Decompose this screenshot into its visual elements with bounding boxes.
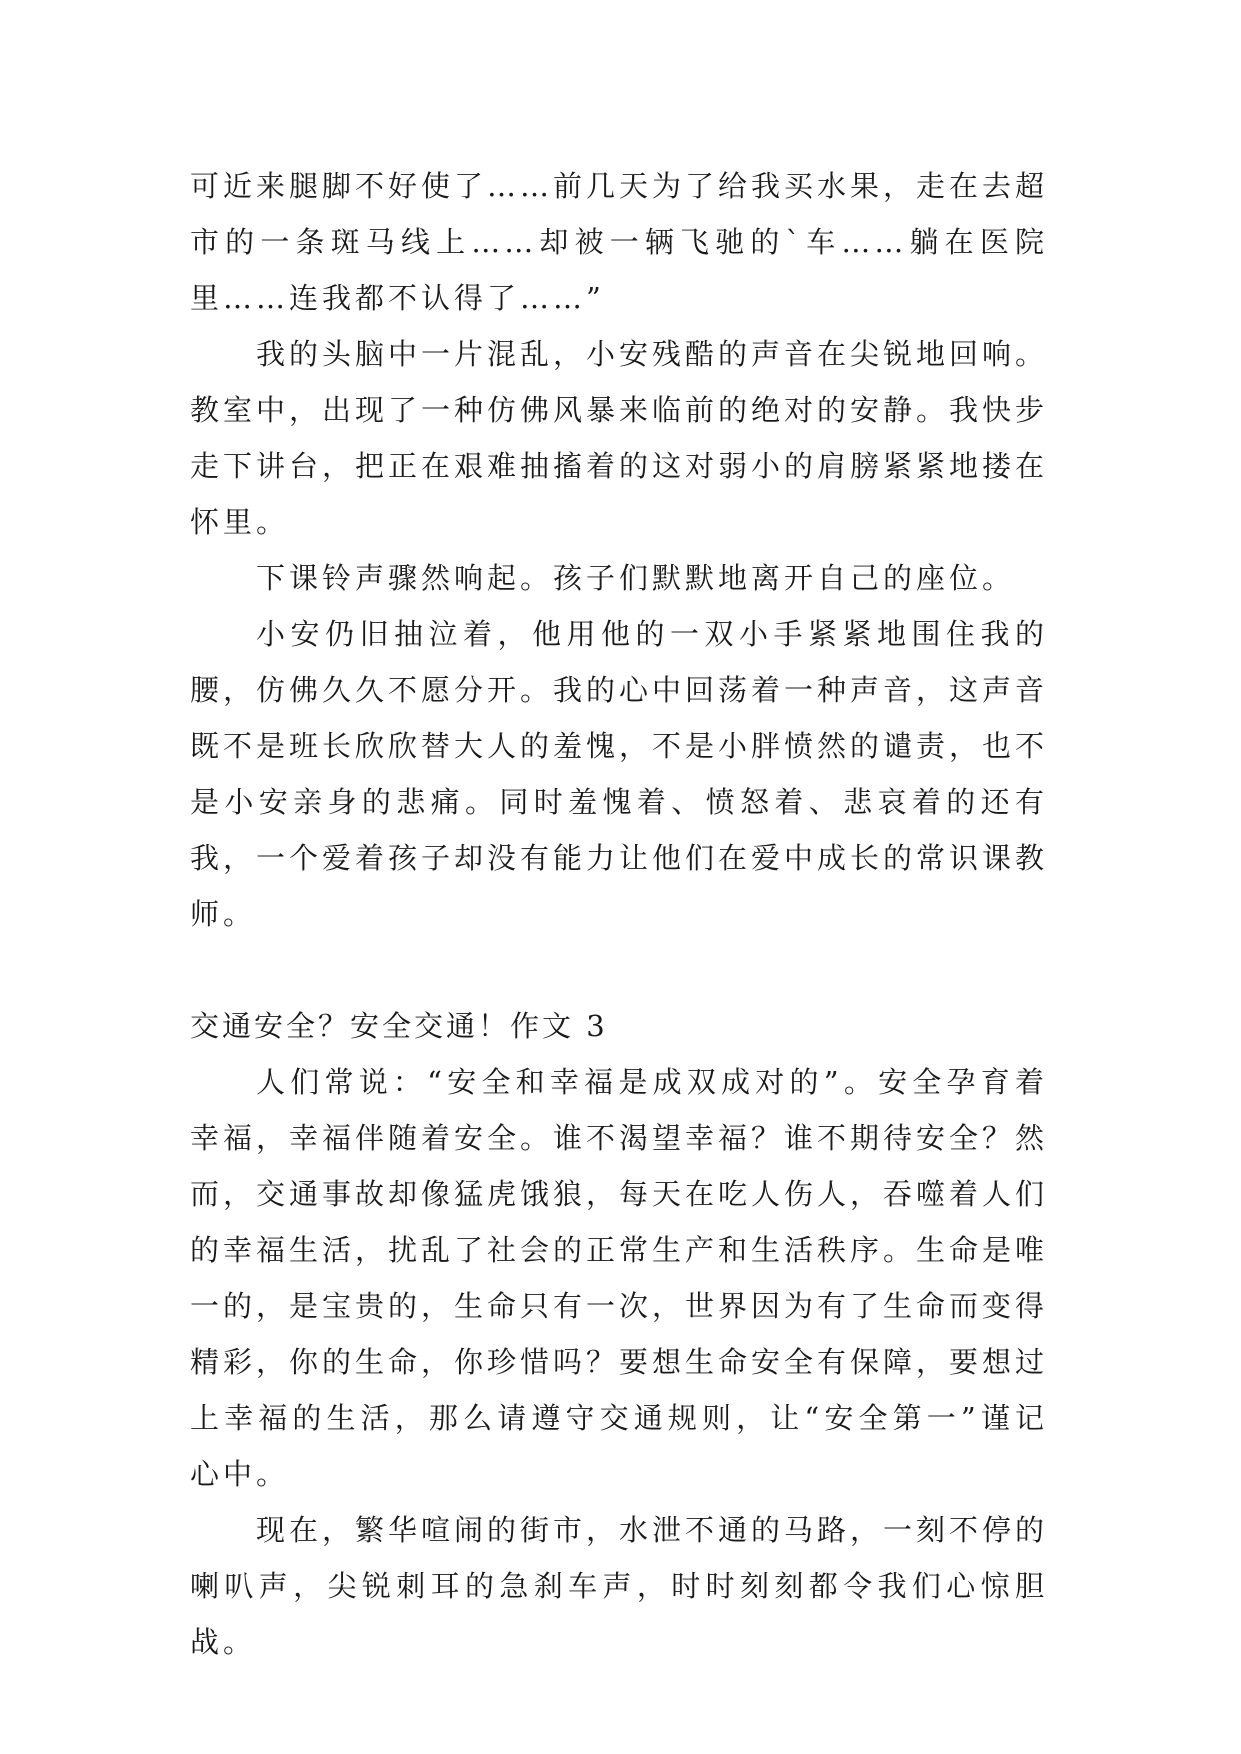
paragraph: 人们常说：“安全和幸福是成双成对的”。安全孕育着幸福，幸福伴随着安全。谁不渴望幸福？谁不期待安全？然而，交通事故却像猛虎饿狼，每天在吃人伤人，吞噬着人们的幸福生活，扰乱了社会的正常生产和生活秩序。生命是唯一的，是宝贵的，生命只有一次，世界因为有了生命而变得精彩，你的生命，你珍惜吗？要想生命安全有保障，要想过上幸福的生活，那么请遵守交通规则，让“安全第一”谨记心中。 — [190, 1065, 1049, 1491]
paragraph: 现在，繁华喧闹的街市，水泄不通的马路，一刻不停的喇叭声，尖锐刺耳的急刹车声，时时刻刻都令我们心惊胆战。 — [190, 1513, 1049, 1659]
paragraph: 我的头脑中一片混乱，小安残酷的声音在尖锐地回响。教室中，出现了一种仿佛风暴来临前的绝对的安静。我快步走下讲台，把正在艰难抽搐着的这对弱小的肩膀紧紧地搂在怀里。 — [190, 337, 1049, 539]
document-body — [190, 158, 1048, 1670]
section-title: 交通安全？安全交通！作文 3 — [190, 1009, 608, 1043]
paragraph: 小安仍旧抽泣着，他用他的一双小手紧紧地围住我的腰，仿佛久久不愿分开。我的心中回荡着一种声音，这声音既不是班长欣欣替大人的羞愧，不是小胖愤然的谴责，也不是小安亲身的悲痛。同时羞愧着、愤怒着、悲哀着的还有我，一个爱着孩子却没有能力让他们在爱中成长的常识课教师。 — [190, 617, 1049, 931]
paragraph-continued: 可近来腿脚不好使了……前几天为了给我买水果，走在去超市的一条斑马线上……却被一辆飞驰的`车……躺在医院里……连我都不认得了……” — [190, 169, 1049, 315]
paragraph: 下课铃声骤然响起。孩子们默默地离开自己的座位。 — [256, 561, 1016, 595]
